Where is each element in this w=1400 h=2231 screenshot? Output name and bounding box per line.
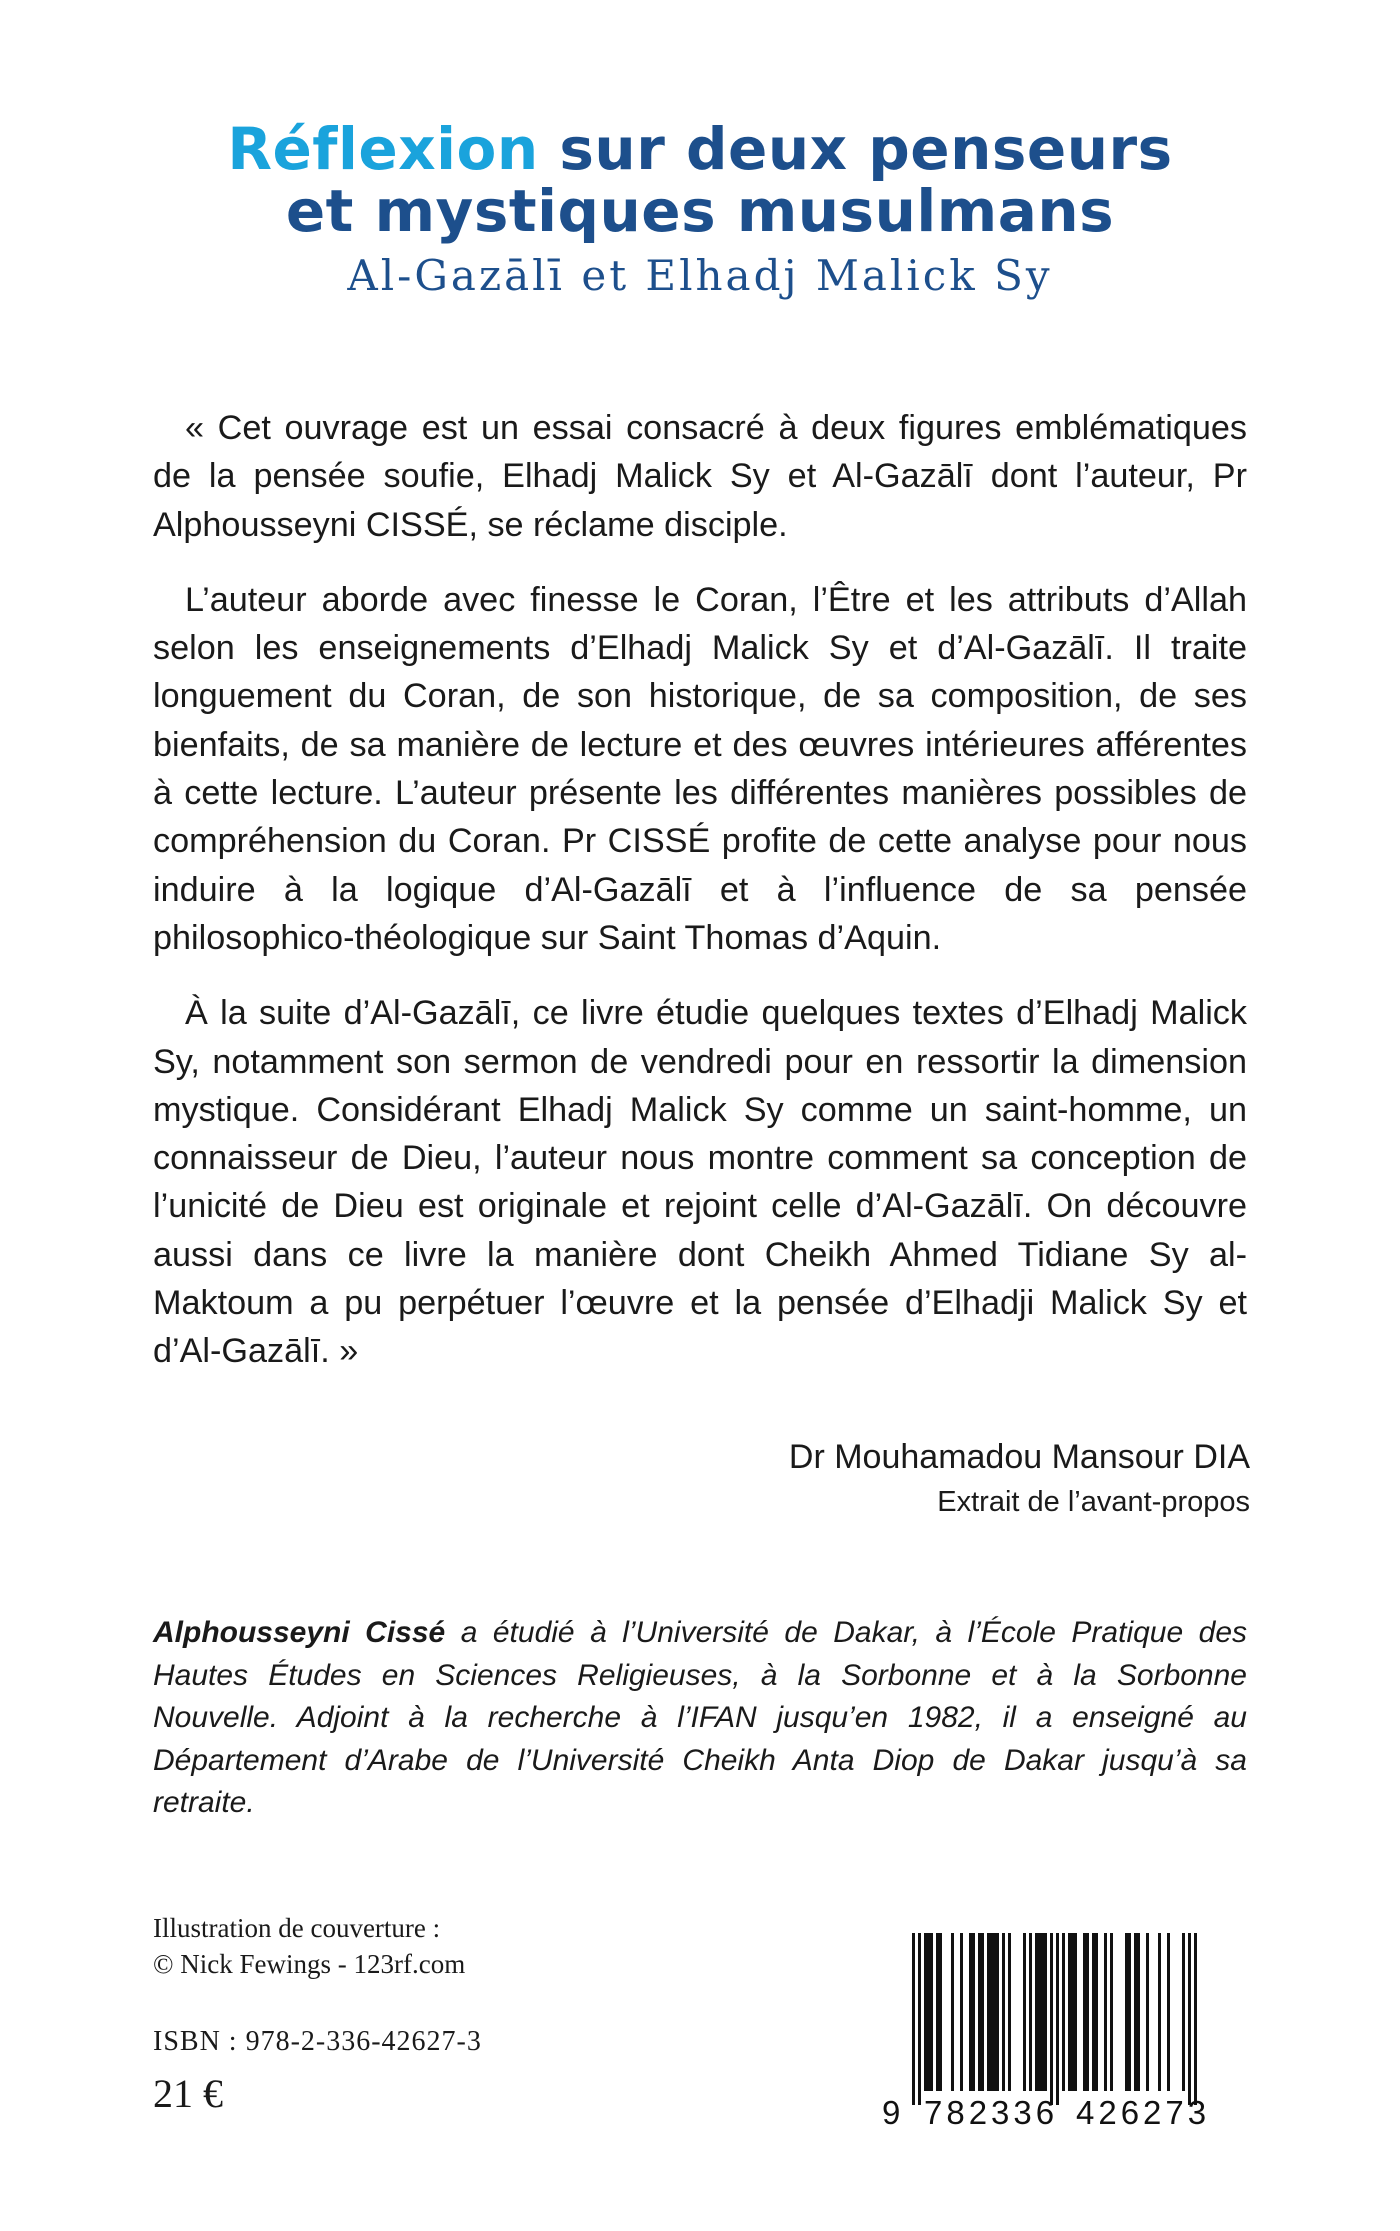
barcode-bar [972, 1933, 975, 2091]
barcode-bar [936, 1933, 939, 2091]
barcode-bar [1134, 1933, 1137, 2091]
barcode-bar [1050, 1933, 1053, 2105]
barcode-bar [1044, 1933, 1047, 2091]
barcode-bar [918, 1933, 921, 2105]
barcode-bar [1083, 1933, 1086, 2091]
barcode-bar [1041, 1933, 1044, 2091]
isbn: ISBN : 978-2-336-42627-3 [153, 2026, 482, 2057]
barcode-bar [912, 1933, 915, 2105]
barcode-bar [1062, 1933, 1065, 2091]
barcode-right-group: 426273 [1076, 2094, 1211, 2131]
barcode-bar [990, 1933, 993, 2091]
title-accent-word: Réflexion [227, 115, 539, 183]
barcode-bar [1035, 1933, 1038, 2091]
barcode-bar [1074, 1933, 1077, 2091]
back-cover-blurb [153, 404, 1247, 1403]
signature-name: Dr Mouhamadou Mansour DIA [788, 1438, 1250, 1476]
signature-role: Extrait de l’avant-propos [937, 1486, 1250, 1518]
barcode-bar [993, 1933, 996, 2091]
signature [789, 1433, 1250, 1523]
barcode-bar [1086, 1933, 1089, 2091]
barcode-bar [1002, 1933, 1005, 2091]
barcode-bar [981, 1933, 984, 2091]
author-bio [153, 1612, 1247, 1825]
blurb-paragraph-2: L’auteur aborde avec finesse le Coran, l’Être et les attributs d’Allah selon les enseignements d’Elhadj Malick Sy et d’Al-Gazālī. Il traite longuement du Coran, de son historique, de sa composition, de ses bienfaits, de sa manière de lecture et des œuvres intérieures afférentes à cette lecture. L’auteur présente les différentes manières possibles de compréhension du Coran. Pr CISSÉ profite de cette analyse pour nous induire à la logique d’Al-Gazālī et à l’influence de sa pensée philosophico-théologique sur Saint Thomas d’Aquin. [153, 580, 1247, 957]
barcode-bar [960, 1933, 963, 2091]
price: 21 € [153, 2071, 223, 2116]
barcode-bar [987, 1933, 990, 2091]
title-block [0, 115, 1400, 304]
illustration-credit-label: Illustration de couverture : [153, 1913, 441, 1943]
barcode-first-digit: 9 [882, 2094, 905, 2131]
barcode-bar [1092, 1933, 1095, 2091]
barcode-bar [996, 1933, 999, 2091]
barcode-bar [924, 1933, 927, 2091]
barcode-left-group: 782336 [924, 2094, 1059, 2131]
barcode-bar [1104, 1933, 1107, 2091]
barcode-bar [1008, 1933, 1011, 2091]
barcode-bar [951, 1933, 954, 2091]
author-name: Alphousseyni Cissé [153, 1616, 446, 1649]
barcode-bar [1056, 1933, 1059, 2105]
illustration-credit-source: © Nick Fewings - 123rf.com [153, 1949, 466, 1979]
barcode-bar [1158, 1933, 1161, 2091]
barcode-bar [1182, 1933, 1185, 2091]
title-line-2: et mystiques musulmans [285, 177, 1115, 245]
barcode-bar [1125, 1933, 1128, 2091]
barcode-bar [978, 1933, 981, 2091]
footer-info [153, 1910, 482, 2120]
barcode-bar [1137, 1933, 1140, 2091]
barcode [880, 1933, 1232, 2133]
barcode-bar [1068, 1933, 1071, 2091]
barcode-bar [1023, 1933, 1026, 2091]
barcode-bar [927, 1933, 930, 2091]
barcode-bar [1038, 1933, 1041, 2091]
blurb-paragraph-3: À la suite d’Al-Gazālī, ce livre étudie quelques textes d’Elhadj Malick Sy, notamment son sermon de vendredi pour en ressortir la dimension mystique. Considérant Elhadj Malick Sy comme un saint-homme, un connaisseur de Dieu, l’auteur nous montre comment sa conception de l’unicité de Dieu est originale et rejoint celle d’Al-Gazālī. On découvre aussi dans ce livre la manière dont Cheikh Ahmed Tidiane Sy al-Maktoum a pu perpétuer l’œuvre et la pensée d’Elhadji Malick Sy et d’Al-Gazālī. » [153, 994, 1247, 1371]
barcode-bar [1146, 1933, 1149, 2091]
subtitle: Al-Gazālī et Elhadj Malick Sy [347, 251, 1053, 300]
barcode-bar [930, 1933, 933, 2091]
author-bio-text: a étudié à l’Université de Dakar, à l’École Pratique des Hautes Études en Sciences Religieuses, à la Sorbonne et à la Sorbonne Nouvelle. Adjoint à la recherche à l’IFAN jusqu’en 1982, il a enseigné au Département d’Arabe de l’Université Cheikh Anta Diop de Dakar jusqu’à sa retraite. [153, 1616, 1247, 1819]
barcode-bar [1188, 1933, 1191, 2105]
title-line-1 [0, 115, 1400, 183]
title-line-1-rest: sur deux penseurs [559, 115, 1173, 183]
barcode-bar [1194, 1933, 1197, 2105]
barcode-bar [1029, 1933, 1032, 2091]
barcode-bar [969, 1933, 972, 2091]
barcode-bar [1095, 1933, 1098, 2091]
barcode-bar [1128, 1933, 1131, 2091]
blurb-paragraph-1: « Cet ouvrage est un essai consacré à deux figures emblématiques de la pensée soufie, Elhadj Malick Sy et Al-Gazālī dont l’auteur, Pr Alphousseyni CISSÉ, se réclame disciple. [153, 409, 1247, 544]
barcode-bar [1071, 1933, 1074, 2091]
barcode-bar [1110, 1933, 1113, 2091]
barcode-bar [1167, 1933, 1170, 2091]
barcode-bar [939, 1933, 942, 2091]
